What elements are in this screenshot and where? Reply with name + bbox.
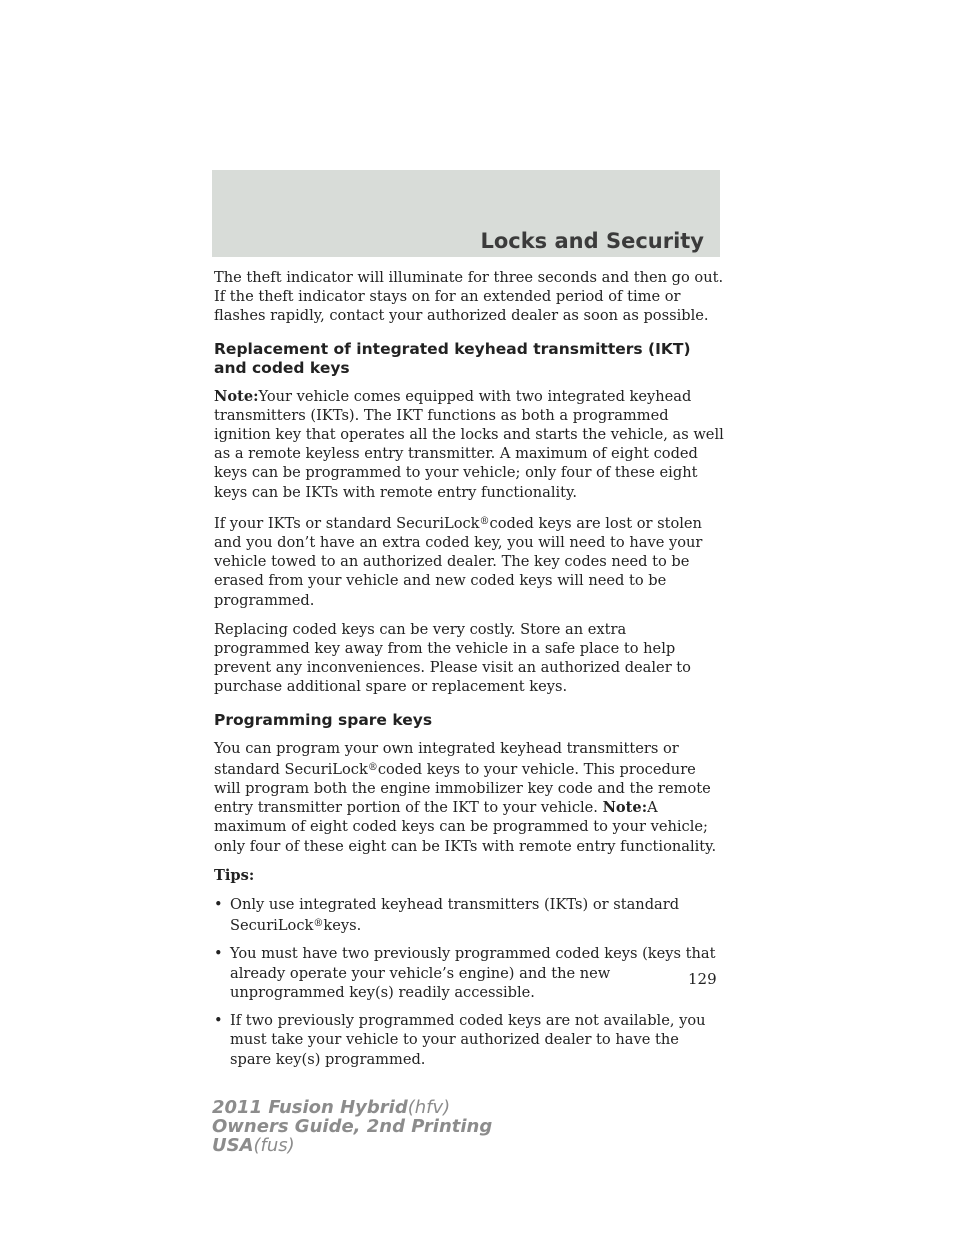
note-label: Note: [602,799,648,817]
paragraph-note [214,387,724,502]
tips-label: Tips: [214,866,255,884]
bullet-icon: • [214,896,223,914]
page-number: 129 [688,970,717,988]
list-item: • Only use integrated keyhead transmitters (IKTs) or standard SecuriLock®keys. [214,896,680,935]
list-item: • If two previously programmed coded keys are not available, you must take your vehicle to your authorized dealer to have the spare key(s) programmed. [214,1012,706,1068]
list-item: • You must have two previously programmed coded keys (keys that already operate your vehicle’s engine) and the new unprogrammed key(s) readily accessible. [214,945,716,1001]
paragraph-lost-keys: If your IKTs or standard SecuriLock®coded keys are lost or stolen and you don’t have an extra coded key, you will need to have your vehicle towed to an authorized dealer. The key codes need to be erased from your vehicle and new coded keys will need to be programmed. [214,514,703,609]
note-label: Note: [214,387,259,405]
document-footer: 2011 Fusion Hybrid(hfv) Owners Guide, 2nd Printing USA(fus) [212,1097,493,1156]
paragraph-replacing-cost: Replacing coded keys can be very costly. Store an extra programmed key away from the vehicle in a safe place to help prevent any inconveniences. Please visit an authorized dealer to purchase additional spare or replacement keys. [214,620,691,696]
heading-programming: Programming spare keys [214,710,433,729]
bullet-icon: • [214,945,223,963]
page-content [214,268,724,1078]
registered-mark: ® [479,515,490,527]
registered-mark: ® [313,918,324,930]
paragraph-programming: You can program your own integrated keyhead transmitters or standard SecuriLock®coded keys to your vehicle. This procedure will program both the engine immobilizer key code and the remote entry transmitter portion of the IKT to your vehicle. Note:A maximum of eight coded keys can be programmed to your vehicle; only four of these eight can be IKTs with remote entry functionality. [214,739,717,855]
note-text: Your vehicle comes equipped with two integrated keyhead transmitters (IKTs). The IKT functions as both a programmed ignition key that operates all the locks and starts the vehicle, as well as a remote keyless entry transmitter. A maximum of eight coded keys can be programmed to your vehicle; only four of these eight keys can be IKTs with remote entry functionality. [214,387,724,501]
paragraph-theft-indicator: The theft indicator will illuminate for three seconds and then go out. If the theft indicator stays on for an extended period of time or flashes rapidly, contact your authorized dealer as soon as possible. [214,269,724,325]
section-title: Locks and Security [480,229,704,253]
bullet-icon: • [214,1012,223,1030]
registered-mark: ® [367,761,378,773]
tips-list [214,895,724,1069]
heading-replacement: Replacement of integrated keyhead transmitters (IKT) and coded keys [214,339,691,377]
section-header-band [212,170,720,257]
